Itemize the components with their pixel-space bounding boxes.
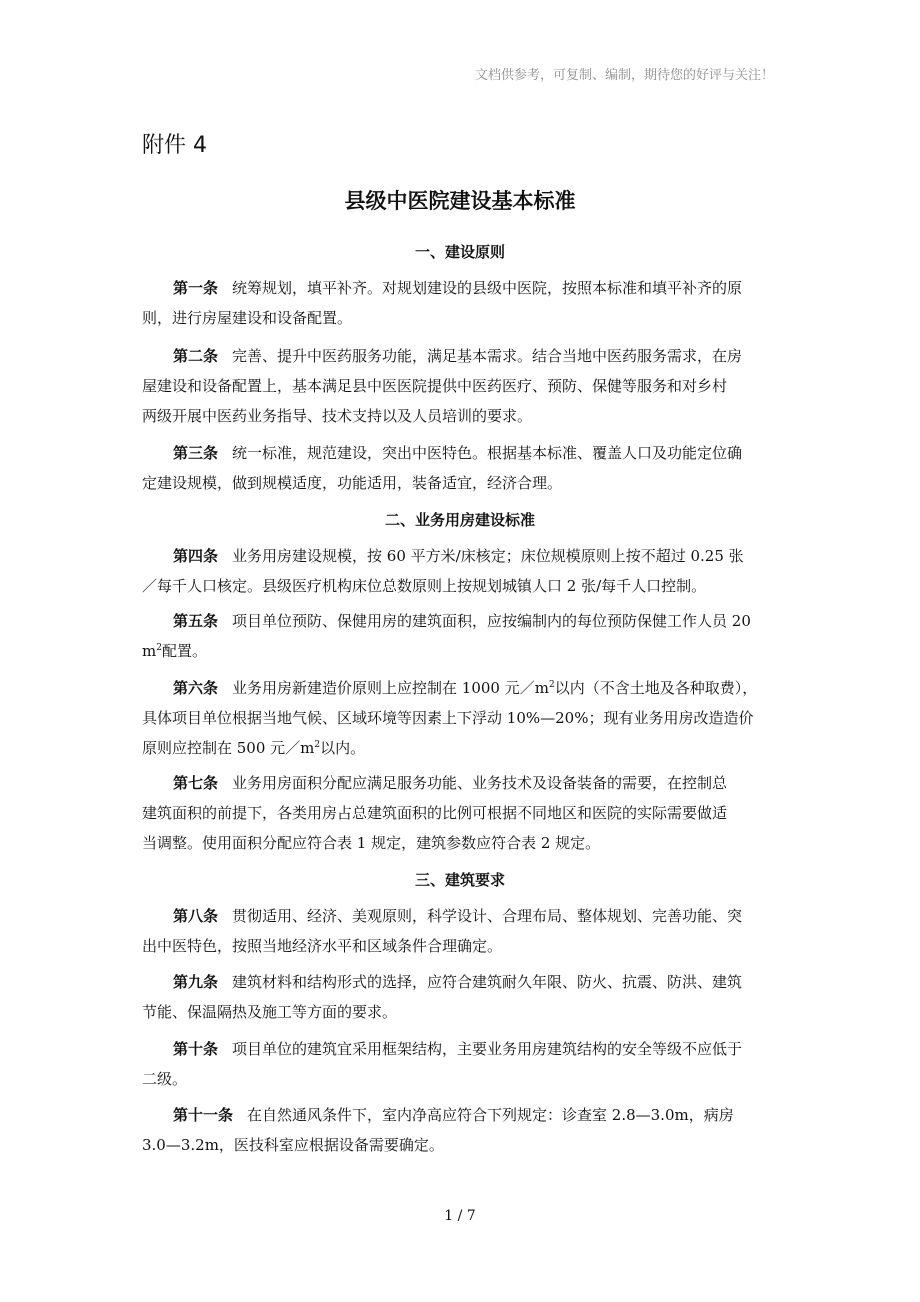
article-label: 第六条 bbox=[173, 679, 219, 697]
article-label: 第五条 bbox=[173, 612, 219, 630]
article-label: 第八条 bbox=[173, 907, 219, 925]
article-label: 第九条 bbox=[173, 973, 219, 991]
section-heading-business-building-standards: 二、业务用房建设标准 bbox=[384, 511, 535, 529]
article-9: 第九条 建筑材料和结构形式的选择，应符合建筑耐久年限、防火、抗震、防洪、建筑 节能、保温隔热及施工等方面的要求。 bbox=[142, 973, 743, 1021]
document-title: 县级中医院建设基本标准 bbox=[344, 189, 576, 213]
article-label: 第十一条 bbox=[173, 1106, 234, 1124]
article-3: 第三条 统一标准，规范建设，突出中医特色。根据基本标准、覆盖人口及功能定位确 定建设规模，做到规模适度，功能适用，装备适宜，经济合理。 bbox=[142, 444, 743, 492]
article-6: 第六条 业务用房新建造价原则上应控制在 1000 元$/m^2$以内（不含土地及各种取费）， 具体项目单位根据当地气候、区域环境等因素上下浮动 10%—20%；现有业务用房改造造价 原则应控制在 500 元$/m^2$以内。 bbox=[142, 679, 758, 757]
watermark-text: 文档供参考，可复制、编制，期待您的好评与关注！ bbox=[474, 68, 774, 83]
article-label: 第一条 bbox=[173, 279, 219, 297]
article-1: 第一条 统筹规划，填平补齐。对规划建设的县级中医院，按照本标准和填平补齐的原 则，进行房屋建设和设备配置。 bbox=[142, 279, 743, 327]
article-label: 第十条 bbox=[173, 1040, 219, 1058]
article-5: 第五条 项目单位预防、保健用房的建筑面积，应按编制内的每位预防保健工作人员 20 $m^2$配置。 bbox=[142, 612, 751, 660]
article-label: 第三条 bbox=[173, 444, 219, 462]
article-2: 第二条 完善、提升中医药服务功能，满足基本需求。结合当地中医药服务需求，在房 屋建设和设备配置上，基本满足县中医医院提供中医药医疗、预防、保健等服务和对乡村 两级开展中医药业务指导、技术支持以及人员培训的要求。 bbox=[142, 347, 743, 425]
page-number: 1 / 7 bbox=[444, 1208, 476, 1224]
article-label: 第四条 bbox=[173, 547, 219, 565]
article-label: 第七条 bbox=[173, 774, 219, 792]
article-8: 第八条 贯彻适用、经济、美观原则，科学设计、合理布局、整体规划、完善功能、突 出中医特色，按照当地经济水平和区域条件合理确定。 bbox=[142, 907, 743, 955]
article-7: 第七条 业务用房面积分配应满足服务功能、业务技术及设备装备的需要，在控制总 建筑面积的前提下，各类用房占总建筑面积的比例可根据不同地区和医院的实际需要做适 当调整。使用面积分配应符合表 1 规定，建筑参数应符合表 2 规定。 bbox=[142, 774, 728, 852]
article-11: 第十一条 在自然通风条件下，室内净高应符合下列规定：诊查室 2.8—3.0m，病房 3.0—3.2m，医技科室应根据设备需要确定。 bbox=[142, 1106, 734, 1154]
article-4: 第四条 业务用房建设规模，按 60 平方米/床核定；床位规模原则上按不超过 0.25 张 ／每千人口核定。县级医疗机构床位总数原则上按规划城镇人口 2 张/每千人口控制。 bbox=[142, 547, 744, 595]
attachment-label: 附件 4 bbox=[142, 133, 207, 158]
section-heading-building-requirements: 三、建筑要求 bbox=[414, 871, 505, 889]
article-10: 第十条 项目单位的建筑宜采用框架结构，主要业务用房建筑结构的安全等级不应低于 二级。 bbox=[142, 1040, 743, 1088]
article-label: 第二条 bbox=[173, 347, 219, 365]
section-heading-construction-principles: 一、建设原则 bbox=[414, 243, 505, 261]
